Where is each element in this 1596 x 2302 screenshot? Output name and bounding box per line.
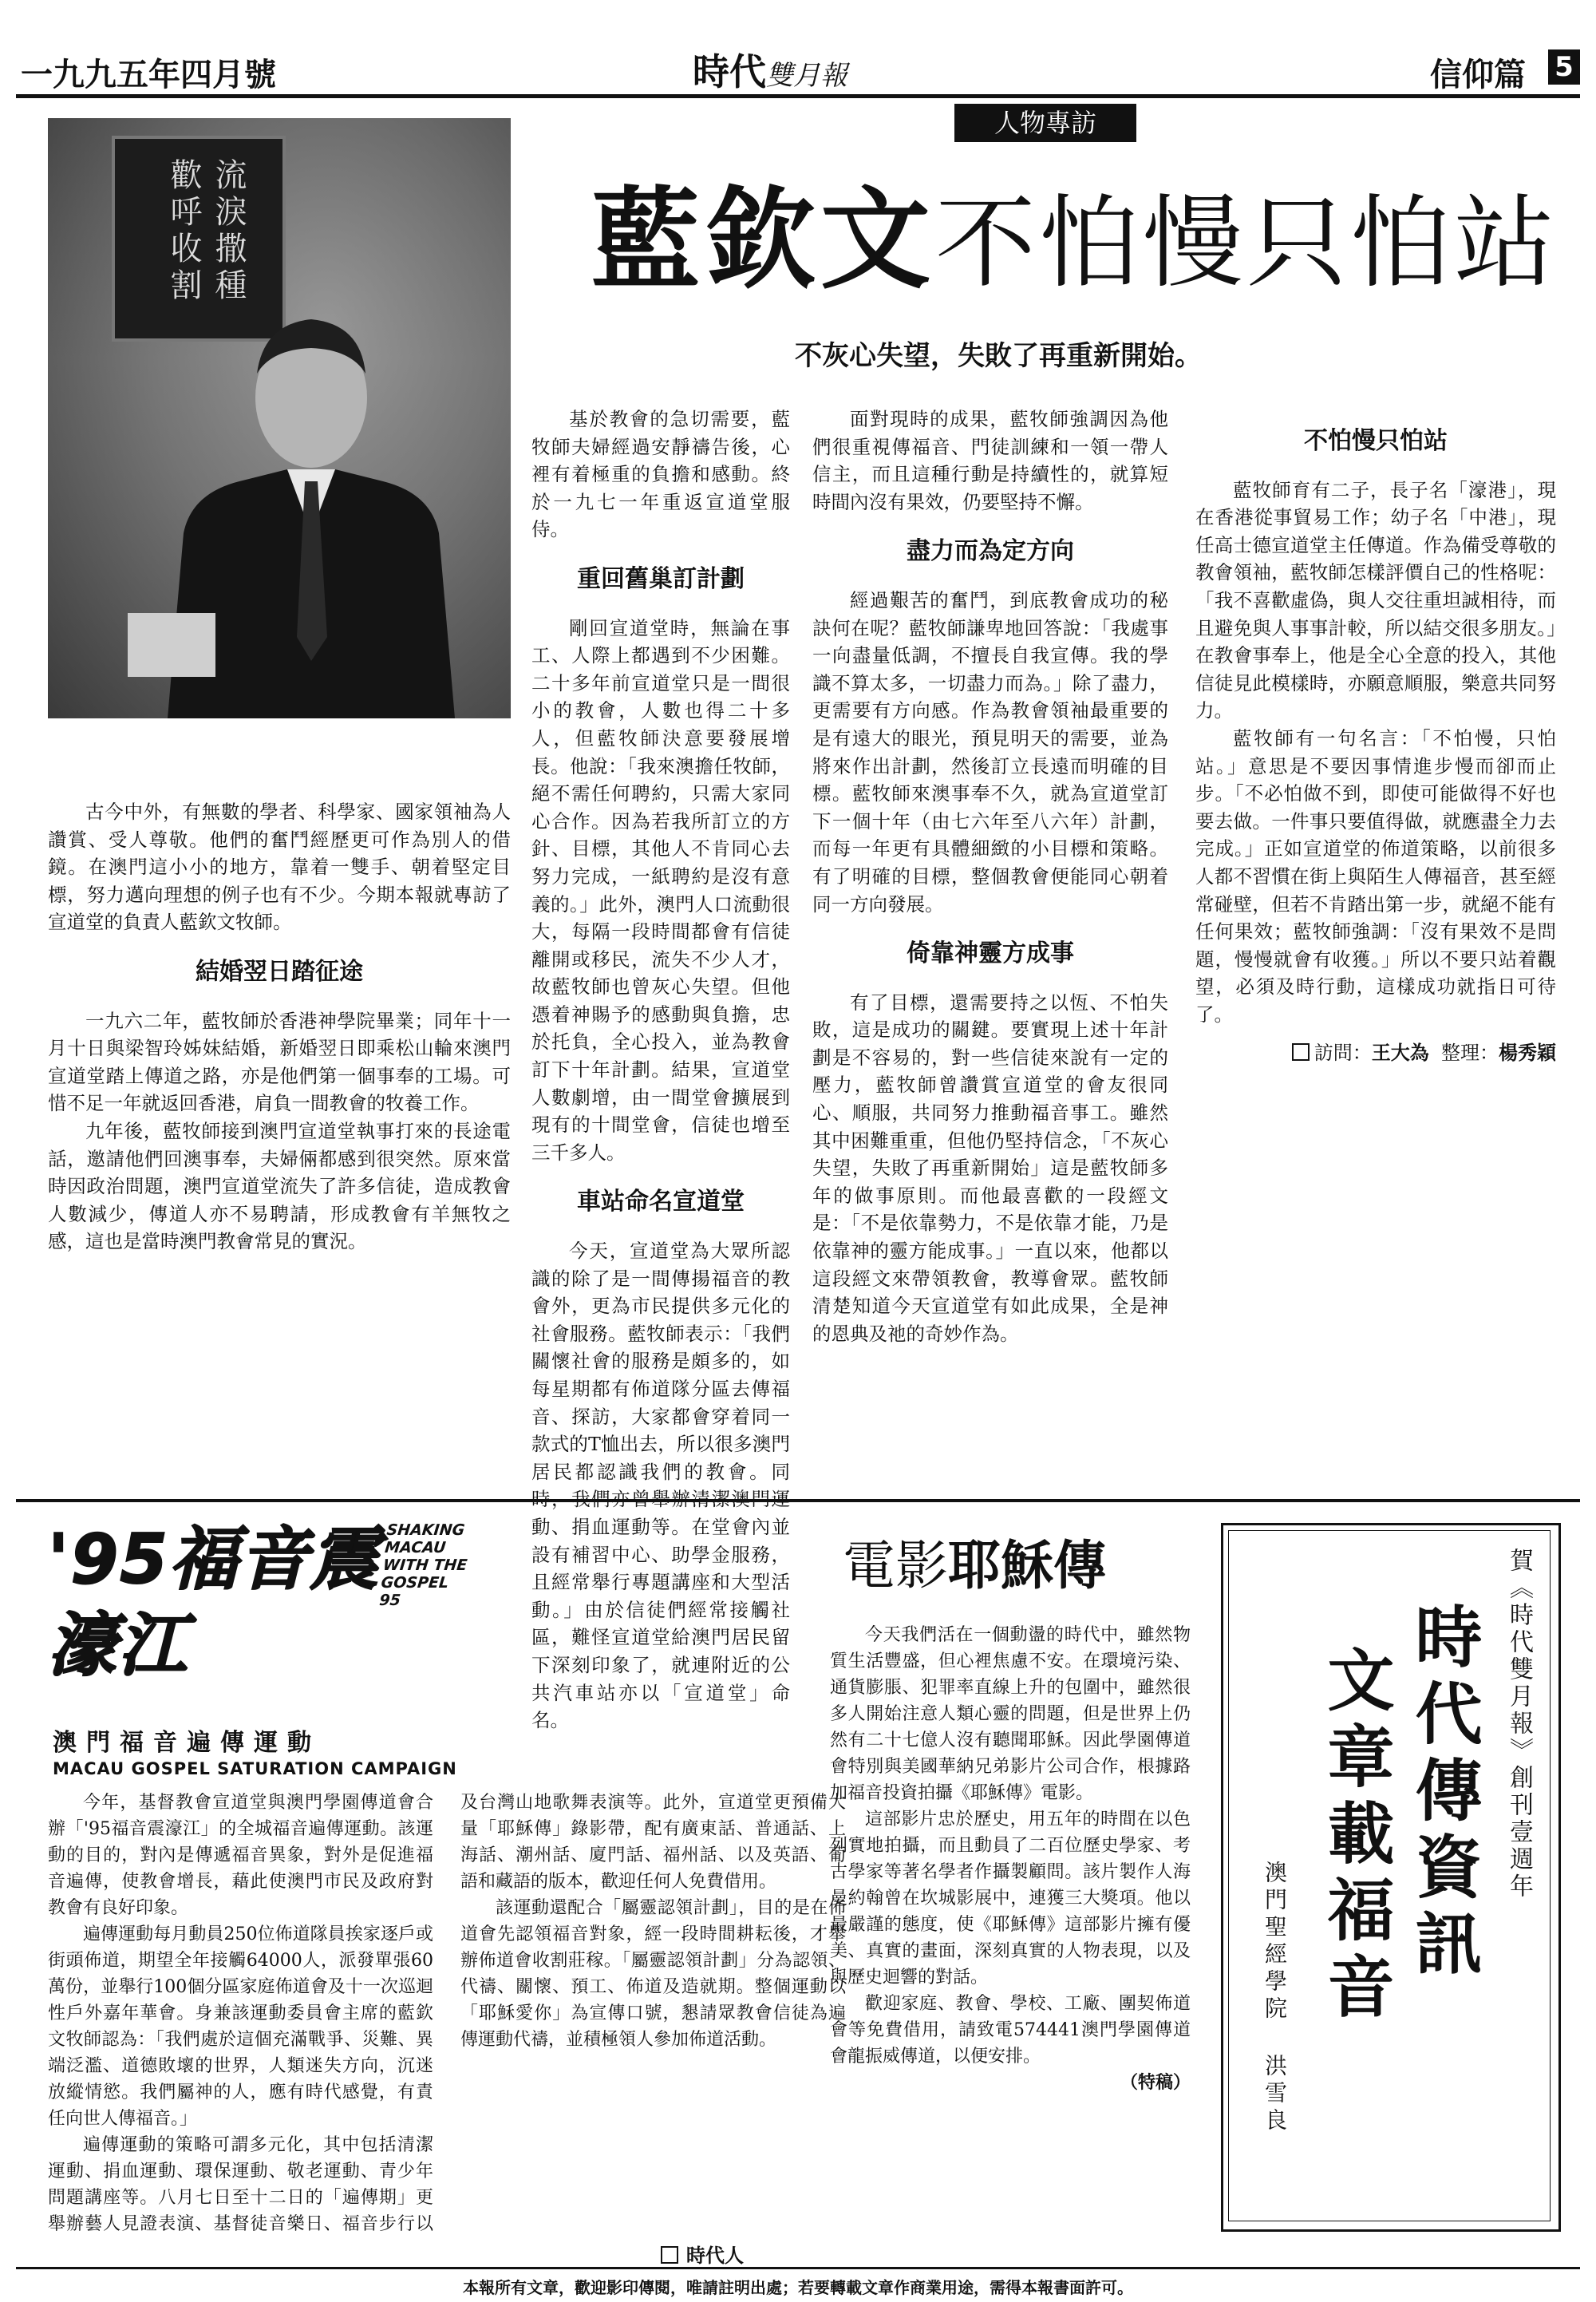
desk-books xyxy=(128,613,215,677)
film-title-bold: 耶穌傳 xyxy=(948,1535,1106,1596)
credit-editor: 楊秀穎 xyxy=(1499,1042,1556,1065)
section-heading-3: 車站命名宣道堂 xyxy=(577,1188,745,1216)
section-heading-5: 倚靠神靈方成事 xyxy=(907,939,1074,968)
masthead xyxy=(693,43,847,96)
section-2-paragraph-1: 剛回宣道堂時，無論在事工、人際上都遇到不少困難。二十多年前宣道堂只是一間很小的教會，人數也得二十多人，但藍牧師決意要發展增長。他說：「我來澳擔任牧師，絕不需任何聘約，只需大家同心合作。因為若我所訂立的方針、目標，其他人不肯同心去努力完成，一紙聘約是沒有意義的。」此外，澳門人口流動很大，每隔一段時間都會有信徒離開或移民，流失不少人才，故藍牧師也曾灰心失望。但他憑着神賜予的感動與負擔，忠於托負，全心投入，並為教會訂下十年計劃。結果，宣道堂人數劇增，由一間堂會擴展到現有的十間堂會，信徒也增至三千多人。 xyxy=(531,616,790,1164)
mid-rule xyxy=(16,1499,1580,1502)
campaign-logo-title: '95福音震濠江 xyxy=(48,1520,381,1686)
section-heading-6: 不怕慢只怕站 xyxy=(1304,427,1448,455)
credit-box-icon xyxy=(1292,1043,1310,1061)
film-credit: （特稿） xyxy=(1120,2073,1191,2093)
congrats-line: 賀《時代雙月報》創刊壹週年 xyxy=(1505,1548,1533,1901)
section-1-paragraph-1: 一九六二年，藍牧師於香港神學院畢業；同年十一月十日與梁智玲姊妹結婚，新婚翌日即乘松山輪來澳門宣道堂踏上傳道之路，亦是他們第一個事奉的工場。可惜不足一年就返回香港，肩負一間教會的牧養工作。 xyxy=(48,1009,511,1115)
credit-editor-label: 整理： xyxy=(1441,1042,1499,1065)
film-title xyxy=(843,1523,1106,1599)
footer-notice: 本報所有文章，歡迎影印傳閱，唯請註明出處；若要轉載文章作商業用途，需得本報書面許可。 xyxy=(463,2278,1133,2297)
section-1-paragraph-2: 九年後，藍牧師接到澳門宣道堂執事打來的長途電話，邀請他們回澳事奉，夫婦倆都感到很突然。原來當時因政治問題，澳門宣道堂流失了許多信徒，造成教會人數減少，傳道人亦不易聘請，形成教會有羊無牧之感，這也是當時澳門教會常見的實況。 xyxy=(48,1119,511,1253)
campaign-paragraph-3: 遍傳運動的策略可謂多元化，其中包括清潔運動、捐血運動、環保運動、敬老運動、青少年問題講座等。八月七日至十二日的「遍傳期」更舉辦藝人見證表演、基督徒音樂日、福音步行以及台灣山地歌舞表演等。此外，宣道堂更預備大量「耶穌傳」錄影帶，配有廣東話、普通話、上海話、潮州話、廈門話、福州話、以及英語、葡語和藏語的版本，歡迎任何人免費借用。 xyxy=(48,1793,846,2234)
section-1-paragraph-3: 基於教會的急切需要，藍牧師夫婦經過安靜禱告後，心裡有着極重的負擔和感動。終於一九七一年重返宣道堂服侍。 xyxy=(531,408,790,541)
masthead-name: 時代 xyxy=(693,50,766,93)
campaign-logo xyxy=(48,1517,468,1716)
header-rule xyxy=(16,94,1580,98)
film-paragraph-2: 這部影片忠於歷史，用五年的時間在以色列實地拍攝，而且動員了二百位歷史學家、考古學家等著名學者作攝製顧問。該片製作人海曼約翰曾在坎城影展中，連獲三大獎項。他以最嚴謹的態度，使《耶穌傳》這部影片擁有優美、真實的畫面，深刻真實的人物表現，以及與歷史迴響的對話。 xyxy=(830,1810,1191,1988)
feature-subtitle: 不灰心失望，失敗了再重新開始。 xyxy=(795,340,1202,372)
campaign-paragraph-2: 遍傳運動每月動員250位佈道隊員挨家逐戶或街頭佈道，期望全年接觸64000人，派發單張60萬份，並舉行100個分區家庭佈道會及十一次巡迴性戶外嘉年華會。身兼該運動委員會主席的藍欽文牧師認為：「我們處於這個充滿戰爭、災難、異端泛濫、道德敗壞的世界，人類迷失方向，沉迷放縱情慾。我們屬神的人，應有時代感覺，有責任向世人傳福音。」 xyxy=(48,1924,433,2129)
masthead-suffix: 雙月報 xyxy=(766,60,847,92)
feature-label: 人物專訪 xyxy=(954,104,1136,142)
film-title-light: 電影 xyxy=(843,1535,948,1596)
campaign-credit xyxy=(661,2240,744,2268)
campaign-body xyxy=(48,1790,846,2260)
credit-interviewer: 王大為 xyxy=(1371,1042,1429,1065)
film-body xyxy=(830,1622,1191,2096)
campaign-logo-english: SHAKING MACAU WITH THE GOSPEL 95 xyxy=(378,1521,468,1609)
congrats-motto-1: 時代傳資訊 xyxy=(1404,1602,1483,1985)
congrats-org-name: 澳門聖經學院 xyxy=(1262,1861,1288,2023)
portrait-photo xyxy=(48,118,511,718)
footer-rule xyxy=(16,2267,1580,2269)
film-paragraph-1: 今天我們活在一個動盪的時代中，雖然物質生活豐盛，但心裡焦慮不安。在環境污染、通貨膨脹、犯罪率直線上升的包圍中，雖然很多人開始注意人類心靈的問題，但是世界上仍然有二十七億人沒有聽聞耶穌。因此學園傳道會特別與美國華納兄弟影片公司合作，根據路加福音投資拍攝《耶穌傳》電影。 xyxy=(830,1625,1191,1803)
issue-date: 一九九五年四月號 xyxy=(21,57,276,93)
pastor-figure xyxy=(48,118,511,718)
section-6-paragraph-2: 藍牧師有一句名言：「不怕慢，只怕站。」意思是不要因事情進步慢而卻而止步。「不必怕做不到，即使可能做得不好也要去做。一件事只要值得做，就應盡全力去完成。」正如宣道堂的佈道策略，以前很多人都不習慣在街上與陌生人傳福音，甚至經常碰壁，但若不肯踏出第一步，就絕不能有任何果效；藍牧師強調：「沒有果效不是問題，慢慢就會有收獲。」所以不要只站着觀望，必須及時行動，這樣成功就指日可待了。 xyxy=(1195,726,1556,1026)
section-3-paragraph-2: 面對現時的成果，藍牧師強調因為他們很重視傳福音、門徒訓練和一領一帶人信主，而且這種行動是持續性的，就算短時間內沒有果效，仍要堅持不懈。 xyxy=(812,408,1168,513)
section-heading-1: 結婚翌日踏征途 xyxy=(196,957,363,986)
page-number: 5 xyxy=(1548,49,1580,85)
feature-column-3 xyxy=(812,405,1168,1347)
feature-title xyxy=(591,152,1588,310)
feature-title-rest: 不怕慢只怕站 xyxy=(935,184,1558,302)
credit-interview-label: 訪問： xyxy=(1314,1042,1372,1065)
section-4-paragraph-1: 經過艱苦的奮鬥，到底教會成功的秘訣何在呢？藍牧師謙卑地回答說：「我處事一向盡量低調，不擅長自我宣傳。我的學識不算太多，一切盡力而為。」除了盡力，更需要有方向感。作為教會領袖最重要的是有遠大的眼光，預見明天的需要，並為將來作出計劃，然後訂立長遠而明確的目標。藍牧師來澳事奉不久，就為宣道堂訂下一個十年（由七六年至八六年）計劃，而每一年更有具體細緻的小目標和策略。有了明確的目標，整個教會便能同心朝着同一方向發展。 xyxy=(812,588,1168,916)
feature-credit xyxy=(1195,1039,1556,1067)
feature-column-4 xyxy=(1195,405,1556,1067)
feature-intro: 古今中外，有無數的學者、科學家、國家領袖為人讚賞、受人尊敬。他們的奮鬥經歷更可作為別人的借鏡。在澳門這小小的地方，靠着一雙手、朝着堅定目標，努力邁向理想的例子也有不少。今期本報就專訪了宣道堂的負責人藍欽文牧師。 xyxy=(48,801,511,934)
section-3-paragraph-1: 今天，宣道堂為大眾所認識的除了是一間傳揚福音的教會外，更為市民提供多元化的社會服務。藍牧師表示：「我們關懷社會的服務是頗多的，如每星期都有佈道隊分區去傳福音、探訪，大家都會穿着同一款式的T恤出去，所以很多澳門居民都認識我們的教會。同 動、捐血運動等。在堂會內並設有補習中心、助學金服務，且經常舉行專題講座和大型活動。」由於信徒們經常接觸社區，難怪宣道堂給澳門居民留下深刻印象了，就連附近的公共汽車站亦以「宣道堂」命名。 xyxy=(531,1240,790,1732)
campaign-paragraph-4: 該運動還配合「屬靈認領計劃」，目的是在佈道會先認領福音對象，經一段時間耕耘後，才舉辦佈道會收割莊稼。「屬靈認領計劃」分為認領、代禱、關懷、預工、佈道及造就期。整個運動以「耶穌愛你」為宣傳口號，懇請眾教會信徒為遍傳運動代禱，並積極領人參加佈道活動。 xyxy=(460,1898,846,2050)
feature-column-2 xyxy=(531,405,790,1734)
section-5-paragraph-1: 有了目標，還需要持之以恆、不怕失敗，這是成功的關鍵。要實現上述十年計劃是不容易的，對一些信徒來說有一定的壓力，藍牧師曾讚賞宣道堂的會友很同心、順服，共同努力推動福音事工。雖然其中困難重重，但他仍堅持信念，「不灰心失望，失敗了再重新開始」這是藍牧師多年的做事原則。而他最喜歡的一段經文是：「不是依靠勢力，不是依靠才能，乃是依靠神的靈方能成事。」一直以來，他都以這段經文來帶領教會，教導會眾。藍牧師清楚知道今天宣道堂有如此成果，全是神的恩典及祂的奇妙作為。 xyxy=(812,991,1168,1345)
campaign-name-en: MACAU GOSPEL SATURATION CAMPAIGN xyxy=(53,1759,457,1778)
campaign-name-cn: 澳門福音遍傳運動 xyxy=(53,1729,321,1757)
campaign-credit-text: 時代人 xyxy=(686,2245,744,2267)
section-heading-4: 盡力而為定方向 xyxy=(907,537,1074,566)
section-heading-2: 重回舊巢訂計劃 xyxy=(577,564,745,593)
film-paragraph-3: 歡迎家庭、教會、學校、工廠、團契佈道會等免費借用，請致電574441澳門學園傳道會龍振威傳道，以便安排。 xyxy=(830,1994,1191,2067)
congrats-motto-2: 文章載福音 xyxy=(1317,1645,1395,2028)
campaign-paragraph-1: 今年，基督教會宣道堂與澳門學園傳道會合辦「'95福音震濠江」的全城福音遍傳運動。該運動的目的，對內是傳遞福音異象，對外是促進福音遍傳，使教會增長，藉此使澳門市民及政府對教會有良好印象。 xyxy=(48,1793,433,1918)
section-6-paragraph-1: 藍牧師育有二子，長子名「濠港」，現在香港從事貿易工作；幼子名「中港」，現任高士德宣道堂主任傳道。作為備受尊敬的教會領袖，藍牧師怎樣評價自己的性格呢：「我不喜歡虛偽，與人交往重坦誠相待，而且避免與人事事計較，所以結交很多朋友。」在教會事奉上，他是全心全意的投入，其他信徒見此模樣時，亦願意順服，樂意共同努力。 xyxy=(1195,478,1556,722)
congrats-person: 洪雪良 xyxy=(1262,2054,1288,2135)
plaque-text: 流淚撒種 歡呼收割 xyxy=(165,158,247,305)
feature-title-name: 藍欽文 xyxy=(591,176,936,304)
section-label: 信仰篇 xyxy=(1430,57,1526,93)
congrats-org xyxy=(1258,1861,1290,2135)
campaign-credit-box-icon xyxy=(661,2246,678,2264)
feature-column-1 xyxy=(48,798,511,1256)
congrats-box xyxy=(1221,1523,1561,2232)
